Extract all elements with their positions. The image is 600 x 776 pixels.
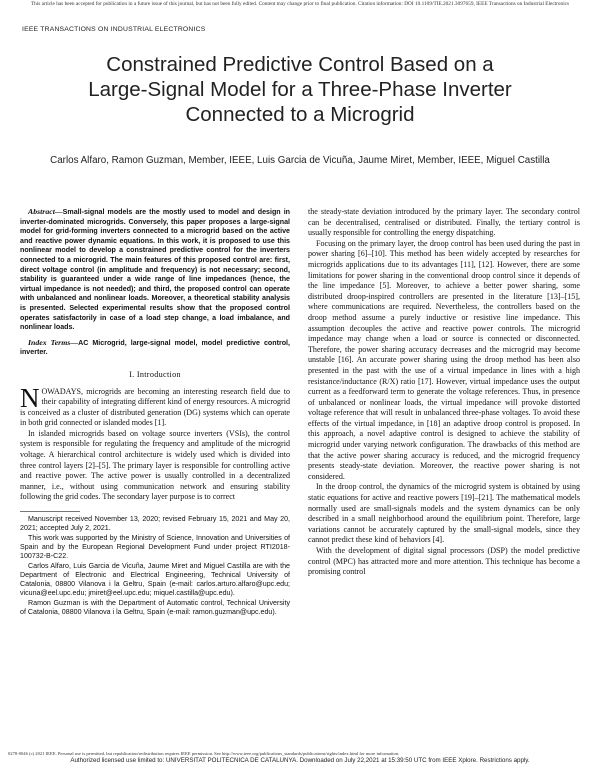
footnote-rule xyxy=(20,511,80,512)
running-head: IEEE TRANSACTIONS ON INDUSTRIAL ELECTRONICS xyxy=(22,26,206,33)
publication-notice: This article has been accepted for publication in a future issue of this journal, but has not been fully edited. Content may change prior to final publication. Citation information: DOI 10.1109/TIE.2021.3097659, IEEE Transactions on Industrial Electronics xyxy=(30,1,570,7)
body-paragraph: Focusing on the primary layer, the droop control has been used during the past in power sharing [6]–[10]. This method has been widely accepted by researches for microgrids applications due to its advantages [11], [12]. However, there are some limitations for power sharing in the conventional droop control since it depends of the line impedance [5]. Moreover, to achieve a better power sharing, some distributed droop-inspired controllers are presented in the literature [13]–[15], where communications are required. Nevertheless, the controllers based on the droop method assume a purely inductive or resistive line impedance. This assumption decouples the active and reactive power controls. The microgrid impedance may change when a load or source is connected or disconnected. Therefore, the power sharing accuracy decreases and the microgrid may become unstable [16]. An accurate power sharing using the droop method has been also presented in the past with the use of a virtual impedance in lines with a high resistance/inductance (R/X) ratio [17]. However, virtual impedance uses the output current as a feedforward term to generate the voltage references. Thus, in presence of unbalanced or nonlinear loads, the virtual impedance will provoke distorted voltage reference that will result in unbalanced three-phase voltages. To avoid these effects of the virtual impedance, in [18] an adaptive droop control is proposed. In this approach, a novel adaptive control is designed to achieve the stability of microgrid under varying network configuration. The drawbacks of this method are that the active power sharing accuracy is reduced, and the microgrid frequency presents steady-state deviation. Moreover, the reactive power sharing is not considered. xyxy=(308,238,580,481)
index-terms-text: AC Microgrid, large-signal model, model predictive control, inverter. xyxy=(20,338,290,357)
footnote: Ramon Guzman is with the Department of Automatic control, Technical University of Catalonia, 08800 Vilanova i la Geltru, Spain (e-mail: ramon.guzman@upc.edu). xyxy=(20,599,290,617)
paper-title xyxy=(30,52,570,127)
body-paragraph: the steady-state deviation introduced by the primary layer. The secondary control can be decentralised, centralised or distributed. Finally, the tertiary control is usually responsible for controlling the energy dispatching. xyxy=(308,207,580,238)
right-column xyxy=(308,207,580,578)
license-footer: 0278-0046 (c) 2021 IEEE. Personal use is permitted, but republication/redistribution requires IEEE permission. See http://www.ieee.org/publications_standards/publications/rights/index.html for more information. xyxy=(8,751,400,756)
title-line: Constrained Predictive Control Based on a xyxy=(106,53,494,76)
body-paragraph: In the droop control, the dynamics of the microgrid system is obtained by using static equations for active and reactive powers [19]–[21]. The mathematical models normally used are small-signals models and the system dynamics can be only described in a small neighborhood around the equilibrium point. Therefore, large variations cannot be accurately captured by the small-signal models, since they cannot predict these kind of behaviors [4]. xyxy=(308,482,580,545)
abstract xyxy=(20,207,290,333)
footnote: Manuscript received November 13, 2020; revised February 15, 2021 and May 20, 2021; accepted July 2, 2021. xyxy=(20,515,290,533)
footnote: This work was supported by the Ministry of Science, Innovation and Universities of Spain and by the European Regional Development Fund under project RTI2018-100732-B-C22. xyxy=(20,534,290,561)
intro-paragraph xyxy=(20,382,290,429)
index-terms xyxy=(20,338,290,358)
abstract-label: Abstract— xyxy=(28,207,63,216)
intro-paragraph: In islanded microgrids based on voltage source inverters (VSIs), the control system is responsible for regulating the frequency and amplitude of the microgrid voltage. A hierarchical control architecture is widely used which is divided into three control layers [2]–[5]. The primary layer is responsible for controlling active and reactive power. The active power is usually controlled in a decentralized manner, i.e., without using communication network and ensuring stability following the grid codes. The secondary layer purpose is to correct xyxy=(20,428,290,502)
index-terms-label: Index Terms— xyxy=(28,337,79,347)
drop-cap: N xyxy=(20,382,40,413)
footnotes xyxy=(20,511,290,617)
intro-paragraph-text: OWADAYS, microgrids are becoming an interesting research field due to their capability of integrating different kind of energy resources. A microgrid is conceived as a cluster of distributed generation (DG) systems which can operate in both grid connected or islanded modes [1]. xyxy=(20,386,290,428)
title-line: Large-Signal Model for a Three-Phase Inverter xyxy=(88,78,512,101)
author-list: Carlos Alfaro, Ramon Guzman, Member, IEEE, Luis Garcia de Vicuña, Jaume Miret, Member, IEEE, Miguel Castilla xyxy=(50,155,550,166)
title-line: Connected to a Microgrid xyxy=(185,103,415,126)
footnote: Carlos Alfaro, Luis Garcia de Vicuña, Jaume Miret and Miguel Castilla are with the Department of Electronic and Electrical Engineering, Technical University of Catalonia, 08800 Vilanova i la Geltru, Spain (e-mail: carlos.arturo.alfaro@upc.edu; vicuna@eel.upc.edu; jmiret@eel.upc.edu; miquel.castilla@upc.edu). xyxy=(20,562,290,598)
left-column xyxy=(20,207,290,618)
section-heading: I. Introduction xyxy=(129,369,181,379)
abstract-text: Small-signal models are the mostly used to model and design in inverter-dominated microgrids. Conversely, this paper proposes a large-signal model for grid-forming inverters connected to a microgrid based on the active and reactive power dynamic equations. In this work, it is proposed to use this nonlinear model to develop a constrained predictive control for the inverters connected to a microgrid. The main features of this proposed control are: first, direct voltage control (in amplitude and frequency) is not necessary; second, stability is guaranteed under a wide range of line impedances (hence, the virtual impedance is not needed); and third, the proposed control can operate with unbalanced and nonlinear loads. Moreover, a theoretical stability analysis is presented. Selected experimental results show that the proposed control operates satisfactorily in case of a load step change, a load imbalance, and nonlinear loads. xyxy=(20,208,290,332)
body-paragraph: With the development of digital signal processors (DSP) the model predictive control (MPC) has attracted more and more attention. This technique has become a promising control xyxy=(308,546,580,577)
authorization-footer: Authorized licensed use limited to: UNIVERSITAT POLITECNICA DE CATALUNYA. Downloaded on July 22,2021 at 15:39:50 UTC from IEEE Xplore. Restrictions apply. xyxy=(70,757,530,764)
